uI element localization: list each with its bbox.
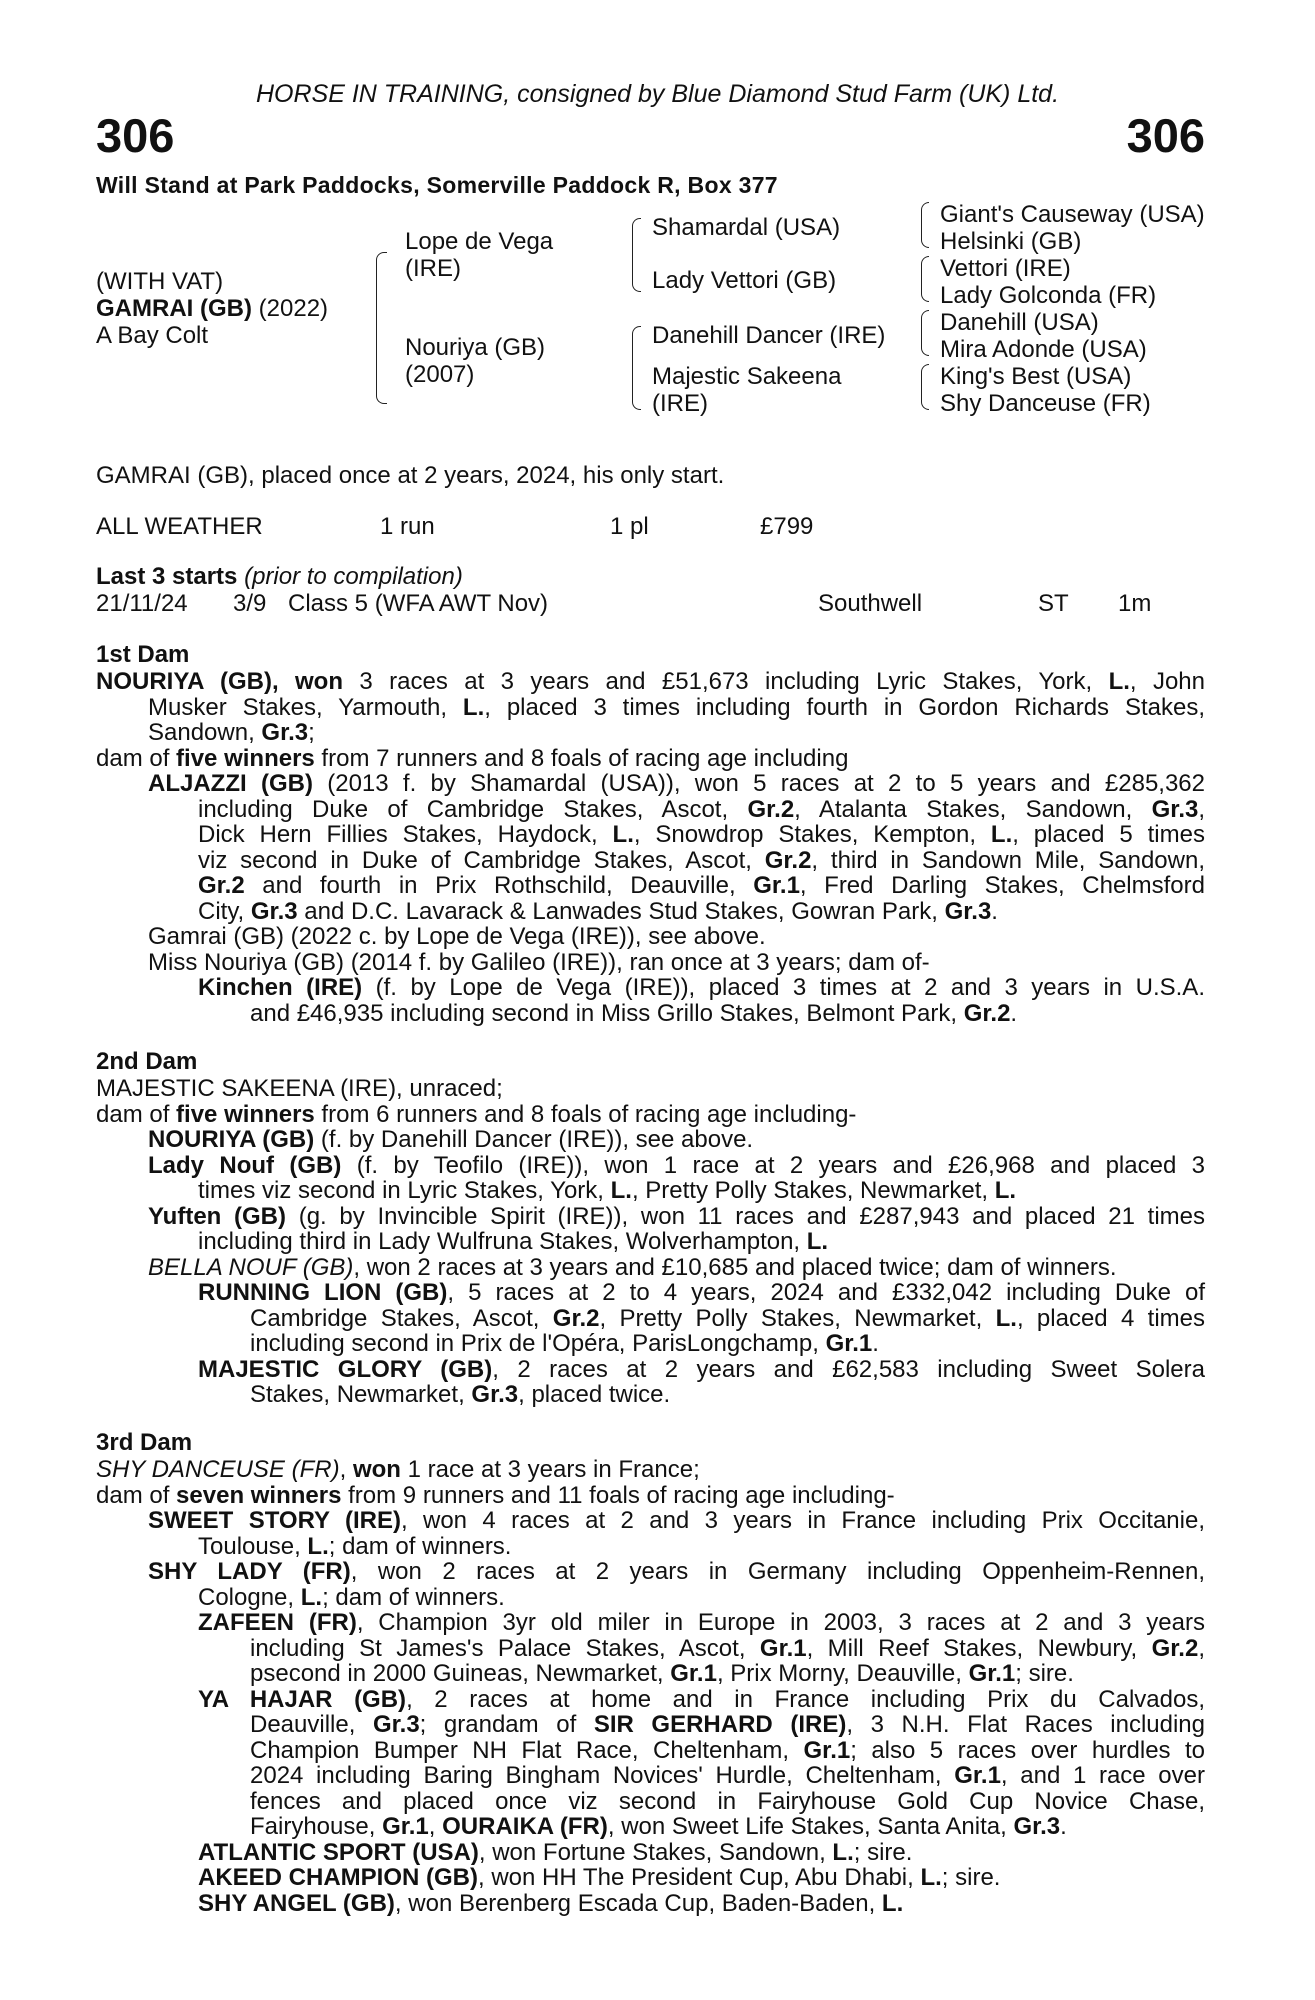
start-position: 3/9 <box>233 590 267 617</box>
dam3-line: Cologne, L.; dam of winners. <box>198 1583 505 1611</box>
dam2-line: MAJESTIC SAKEENA (IRE), unraced; <box>96 1075 503 1102</box>
stand-location: Will Stand at Park Paddocks, Somerville Paddock R, Box 377 <box>96 172 778 198</box>
dam3-line: Fairyhouse, Gr.1, OURAIKA (FR), won Sweet Life Stakes, Santa Anita, Gr.3. <box>250 1813 1067 1840</box>
dam1-line: City, Gr.3 and D.C. Lavarack & Lanwades Stud Stakes, Gowran Park, Gr.3. <box>198 897 998 925</box>
horse-name-line <box>96 295 328 322</box>
dam-dam-line-1: Majestic Sakeena <box>652 363 842 390</box>
dam2-heading: 2nd Dam <box>96 1048 198 1075</box>
lot-number-right: 306 <box>1126 109 1205 162</box>
dam-sire: Danehill Dancer (IRE) <box>652 322 886 349</box>
dam2-line: including third in Lady Wulfruna Stakes, Wolverhampton, L. <box>198 1228 829 1255</box>
dam3-heading: 3rd Dam <box>96 1429 193 1456</box>
dam1-line: Gamrai (GB) (2022 c. by Lope de Vega (IRE)), see above. <box>148 923 766 950</box>
sire-dam: Lady Vettori (GB) <box>652 267 837 294</box>
dam1-line: Musker Stakes, Yarmouth, L., placed 3 times including fourth in Gordon Richards Stakes, <box>148 693 1205 721</box>
dam-line-1: Nouriya (GB) <box>405 334 546 361</box>
dam3-line: SHY DANCEUSE (FR), won 1 race at 3 years in France; <box>96 1456 700 1483</box>
dam1-line: ALJAZZI (GB) (2013 f. by Shamardal (USA)), won 5 races at 2 to 5 years and £285,362 <box>148 770 1206 797</box>
dam2-line: BELLA NOUF (GB), won 2 races at 3 years and £10,685 and placed twice; dam of winners. <box>148 1253 1117 1281</box>
dam1-line: Kinchen (IRE) (f. by Lope de Vega (IRE)), placed 3 times at 2 and 3 years in U.S.A. <box>198 974 1205 1001</box>
dam1-line: Sandown, Gr.3; <box>148 719 315 746</box>
dam2-line: Yuften (GB) (g. by Invincible Spirit (IRE)), won 11 races and £287,943 and placed 21 times <box>148 1202 1205 1230</box>
dam3-line: psecond in 2000 Guineas, Newmarket, Gr.1, Prix Morny, Deauville, Gr.1; sire. <box>250 1660 1074 1687</box>
record-surface: ALL WEATHER <box>96 513 263 540</box>
gg-2: Helsinki (GB) <box>940 228 1082 255</box>
lot-number-left: 306 <box>96 109 175 162</box>
dam2-line: dam of five winners from 6 runners and 8 foals of racing age including- <box>96 1100 857 1128</box>
dam2-line: including second in Prix de l'Opéra, ParisLongchamp, Gr.1. <box>250 1330 879 1357</box>
start-date: 21/11/24 <box>96 590 188 617</box>
pedigree-brace-3a <box>921 202 929 248</box>
dam1-line: Gr.2 and fourth in Prix Rothschild, Deauville, Gr.1, Fred Darling Stakes, Chelmsford <box>198 872 1205 899</box>
dam3-line: ATLANTIC SPORT (USA), won Fortune Stakes, Sandown, L.; sire. <box>198 1838 913 1866</box>
horse-name: GAMRAI (GB) <box>96 295 252 322</box>
last-starts-note: (prior to compilation) <box>237 563 463 590</box>
vat-note: (WITH VAT) <box>96 268 224 295</box>
dam1-line: NOURIYA (GB), won 3 races at 3 years and £51,673 including Lyric Stakes, York, L., John <box>96 668 1205 695</box>
start-distance: 1m <box>1118 590 1152 617</box>
dam3-line: including St James's Palace Stakes, Ascot, Gr.1, Mill Reef Stakes, Newbury, Gr.2, <box>250 1634 1205 1662</box>
gg-4: Lady Golconda (FR) <box>940 282 1157 309</box>
dam2-line: MAJESTIC GLORY (GB), 2 races at 2 years and £62,583 including Sweet Solera <box>198 1355 1205 1383</box>
record-placed: 1 pl <box>610 513 649 540</box>
dam2-line: Stakes, Newmarket, Gr.3, placed twice. <box>250 1381 671 1408</box>
sire-line-2: (IRE) <box>405 255 461 282</box>
pedigree-brace-2a <box>632 218 641 292</box>
dam3-line: Toulouse, L.; dam of winners. <box>198 1532 512 1560</box>
gg-3: Vettori (IRE) <box>940 255 1071 282</box>
pedigree-brace-3c <box>921 310 929 356</box>
start-going: ST <box>1038 590 1069 617</box>
horse-description: A Bay Colt <box>96 322 209 349</box>
gg-7: King's Best (USA) <box>940 363 1132 390</box>
start-course: Southwell <box>818 590 923 617</box>
dam1-line: including Duke of Cambridge Stakes, Ascot, Gr.2, Atalanta Stakes, Sandown, Gr.3, <box>198 795 1206 823</box>
dam2-line: RUNNING LION (GB), 5 races at 2 to 4 years, 2024 and £332,042 including Duke of <box>198 1279 1205 1306</box>
gg-8: Shy Danceuse (FR) <box>940 390 1151 417</box>
dam3-line: ZAFEEN (FR), Champion 3yr old miler in Europe in 2003, 3 races at 2 and 3 years <box>198 1609 1205 1636</box>
record-runs: 1 run <box>380 513 435 540</box>
race-summary: GAMRAI (GB), placed once at 2 years, 2024, his only start. <box>96 462 725 489</box>
consignor-header: HORSE IN TRAINING, consigned by Blue Diamond Stud Farm (UK) Ltd. <box>255 80 1060 108</box>
dam2-line: Lady Nouf (GB) (f. by Teofilo (IRE)), won 1 race at 2 years and £26,968 and placed 3 <box>148 1151 1205 1179</box>
dam1-line: and £46,935 including second in Miss Grillo Stakes, Belmont Park, Gr.2. <box>250 999 1018 1027</box>
dam2-line: Cambridge Stakes, Ascot, Gr.2, Pretty Polly Stakes, Newmarket, L., placed 4 times <box>250 1304 1206 1332</box>
dam-line-2: (2007) <box>405 361 475 388</box>
gg-1: Giant's Causeway (USA) <box>940 201 1205 228</box>
start-race: Class 5 (WFA AWT Nov) <box>288 590 549 617</box>
pedigree-brace-3d <box>921 364 929 410</box>
last-starts-heading <box>96 564 463 590</box>
last-starts-title: Last 3 starts <box>96 563 238 590</box>
pedigree-brace-3b <box>921 256 929 302</box>
dam3-line: 2024 including Baring Bingham Novices' Hurdle, Cheltenham, Gr.1, and 1 race over <box>250 1762 1205 1789</box>
dam3-line: SHY ANGEL (GB), won Berenberg Escada Cup, Baden-Baden, L. <box>198 1889 904 1917</box>
dam3-line: Champion Bumper NH Flat Race, Cheltenham, Gr.1; also 5 races over hurdles to <box>250 1736 1206 1764</box>
sire-sire: Shamardal (USA) <box>652 214 841 241</box>
dam3-line: dam of seven winners from 9 runners and 11 foals of racing age including- <box>96 1481 895 1509</box>
dam1-line: Dick Hern Fillies Stakes, Haydock, L., Snowdrop Stakes, Kempton, L., placed 5 times <box>198 821 1205 848</box>
gg-5: Danehill (USA) <box>940 309 1099 336</box>
dam3-line: Deauville, Gr.3; grandam of SIR GERHARD (IRE), 3 N.H. Flat Races including <box>250 1711 1206 1738</box>
dam1-line: viz second in Duke of Cambridge Stakes, Ascot, Gr.2, third in Sandown Mile, Sandown, <box>198 846 1205 874</box>
dam-dam-line-2: (IRE) <box>652 390 708 417</box>
dam3-line: fences and placed once viz second in Fairyhouse Gold Cup Novice Chase, <box>250 1787 1205 1815</box>
pedigree-brace-1 <box>376 252 387 404</box>
pedigree-brace-2b <box>632 326 641 410</box>
dam3-line: SWEET STORY (IRE), won 4 races at 2 and 3 years in France including Prix Occitanie, <box>148 1507 1205 1534</box>
sire-line-1: Lope de Vega <box>405 228 554 255</box>
record-earnings: £799 <box>760 513 814 540</box>
dam1-heading: 1st Dam <box>96 641 190 668</box>
horse-year: (2022) <box>251 295 329 322</box>
dam1-line: dam of five winners from 7 runners and 8 foals of racing age including <box>96 744 849 772</box>
dam1-line: Miss Nouriya (GB) (2014 f. by Galileo (IRE)), ran once at 3 years; dam of- <box>148 948 930 976</box>
dam2-line: NOURIYA (GB) (f. by Danehill Dancer (IRE)), see above. <box>148 1126 754 1153</box>
gg-6: Mira Adonde (USA) <box>940 336 1147 363</box>
dam3-line: AKEED CHAMPION (GB), won HH The President Cup, Abu Dhabi, L.; sire. <box>198 1864 1001 1891</box>
dam3-line: SHY LADY (FR), won 2 races at 2 years in Germany including Oppenheim-Rennen, <box>148 1558 1206 1585</box>
dam2-line: times viz second in Lyric Stakes, York, L., Pretty Polly Stakes, Newmarket, L. <box>198 1177 1017 1204</box>
dam3-line: YA HAJAR (GB), 2 races at home and in France including Prix du Calvados, <box>198 1685 1205 1713</box>
